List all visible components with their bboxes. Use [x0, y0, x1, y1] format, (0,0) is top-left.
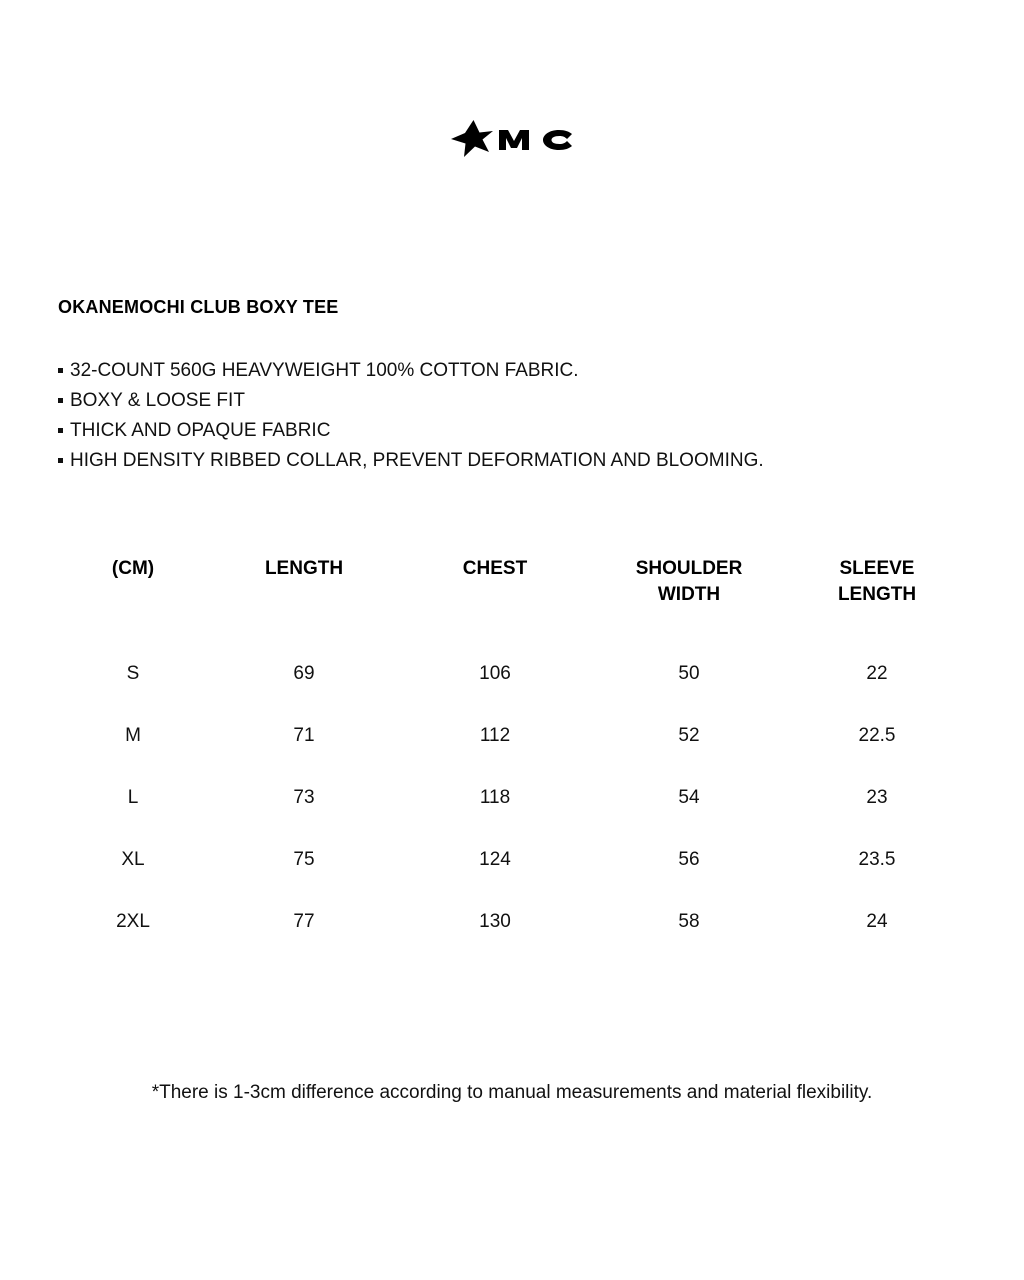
- feature-text: BOXY & LOOSE FIT: [70, 390, 245, 411]
- feature-item: [58, 386, 958, 416]
- table-row: [58, 829, 966, 891]
- bullet-icon: [58, 458, 63, 463]
- feature-text: 32-COUNT 560G HEAVYWEIGHT 100% COTTON FABRIC.: [70, 360, 579, 381]
- page-title: OKANEMOCHI CLUB BOXY TEE: [58, 297, 339, 317]
- feature-list: [58, 356, 958, 476]
- cell-size: S: [126, 663, 140, 684]
- cell-sleeve-length: 23.5: [858, 849, 896, 870]
- cell-chest: 118: [479, 787, 511, 808]
- cell-size: L: [127, 787, 139, 808]
- cell-shoulder-width: 50: [678, 663, 700, 684]
- column-header-unit: (CM): [111, 558, 155, 579]
- cell-length: 71: [293, 725, 315, 746]
- column-header-length: LENGTH: [264, 558, 344, 579]
- logo-lockup: [449, 118, 575, 160]
- cell-shoulder-width: 52: [678, 725, 700, 746]
- brand-logo: [0, 118, 1024, 160]
- table-header-row: [58, 556, 966, 614]
- cell-size: 2XL: [116, 911, 150, 932]
- logo-wordmark: [497, 124, 575, 154]
- cell-shoulder-width: 54: [678, 787, 700, 808]
- size-chart-table: [58, 556, 966, 953]
- column-header-chest: CHEST: [462, 558, 528, 579]
- cell-chest: 106: [479, 663, 511, 684]
- cell-size: M: [125, 725, 141, 746]
- cell-sleeve-length: 22.5: [858, 725, 896, 746]
- cell-length: 69: [293, 663, 315, 684]
- cell-size: XL: [121, 849, 145, 870]
- feature-item: [58, 356, 958, 386]
- feature-text: HIGH DENSITY RIBBED COLLAR, PREVENT DEFORMATION AND BLOOMING.: [70, 450, 764, 471]
- cell-chest: 124: [479, 849, 511, 870]
- cell-shoulder-width: 56: [678, 849, 700, 870]
- column-header-sleeve-length: SLEEVE LENGTH: [837, 558, 917, 605]
- table-row: [58, 767, 966, 829]
- cell-sleeve-length: 24: [866, 911, 888, 932]
- cell-length: 75: [293, 849, 315, 870]
- bullet-icon: [58, 398, 63, 403]
- bullet-icon: [58, 368, 63, 373]
- cell-chest: 130: [479, 911, 511, 932]
- feature-item: [58, 416, 958, 446]
- cell-length: 77: [293, 911, 315, 932]
- feature-item: [58, 446, 958, 476]
- star-icon: [449, 118, 495, 160]
- table-row: [58, 891, 966, 953]
- bullet-icon: [58, 428, 63, 433]
- cell-length: 73: [293, 787, 315, 808]
- cell-sleeve-length: 22: [866, 663, 888, 684]
- cell-shoulder-width: 58: [678, 911, 700, 932]
- feature-text: THICK AND OPAQUE FABRIC: [70, 420, 331, 441]
- column-header-shoulder-width: SHOULDER WIDTH: [635, 558, 743, 605]
- cell-sleeve-length: 23: [866, 787, 888, 808]
- measurement-disclaimer: *There is 1-3cm difference according to manual measurements and material flexibility.: [151, 1082, 873, 1103]
- table-row: [58, 614, 966, 705]
- cell-chest: 112: [479, 725, 511, 746]
- table-row: [58, 705, 966, 767]
